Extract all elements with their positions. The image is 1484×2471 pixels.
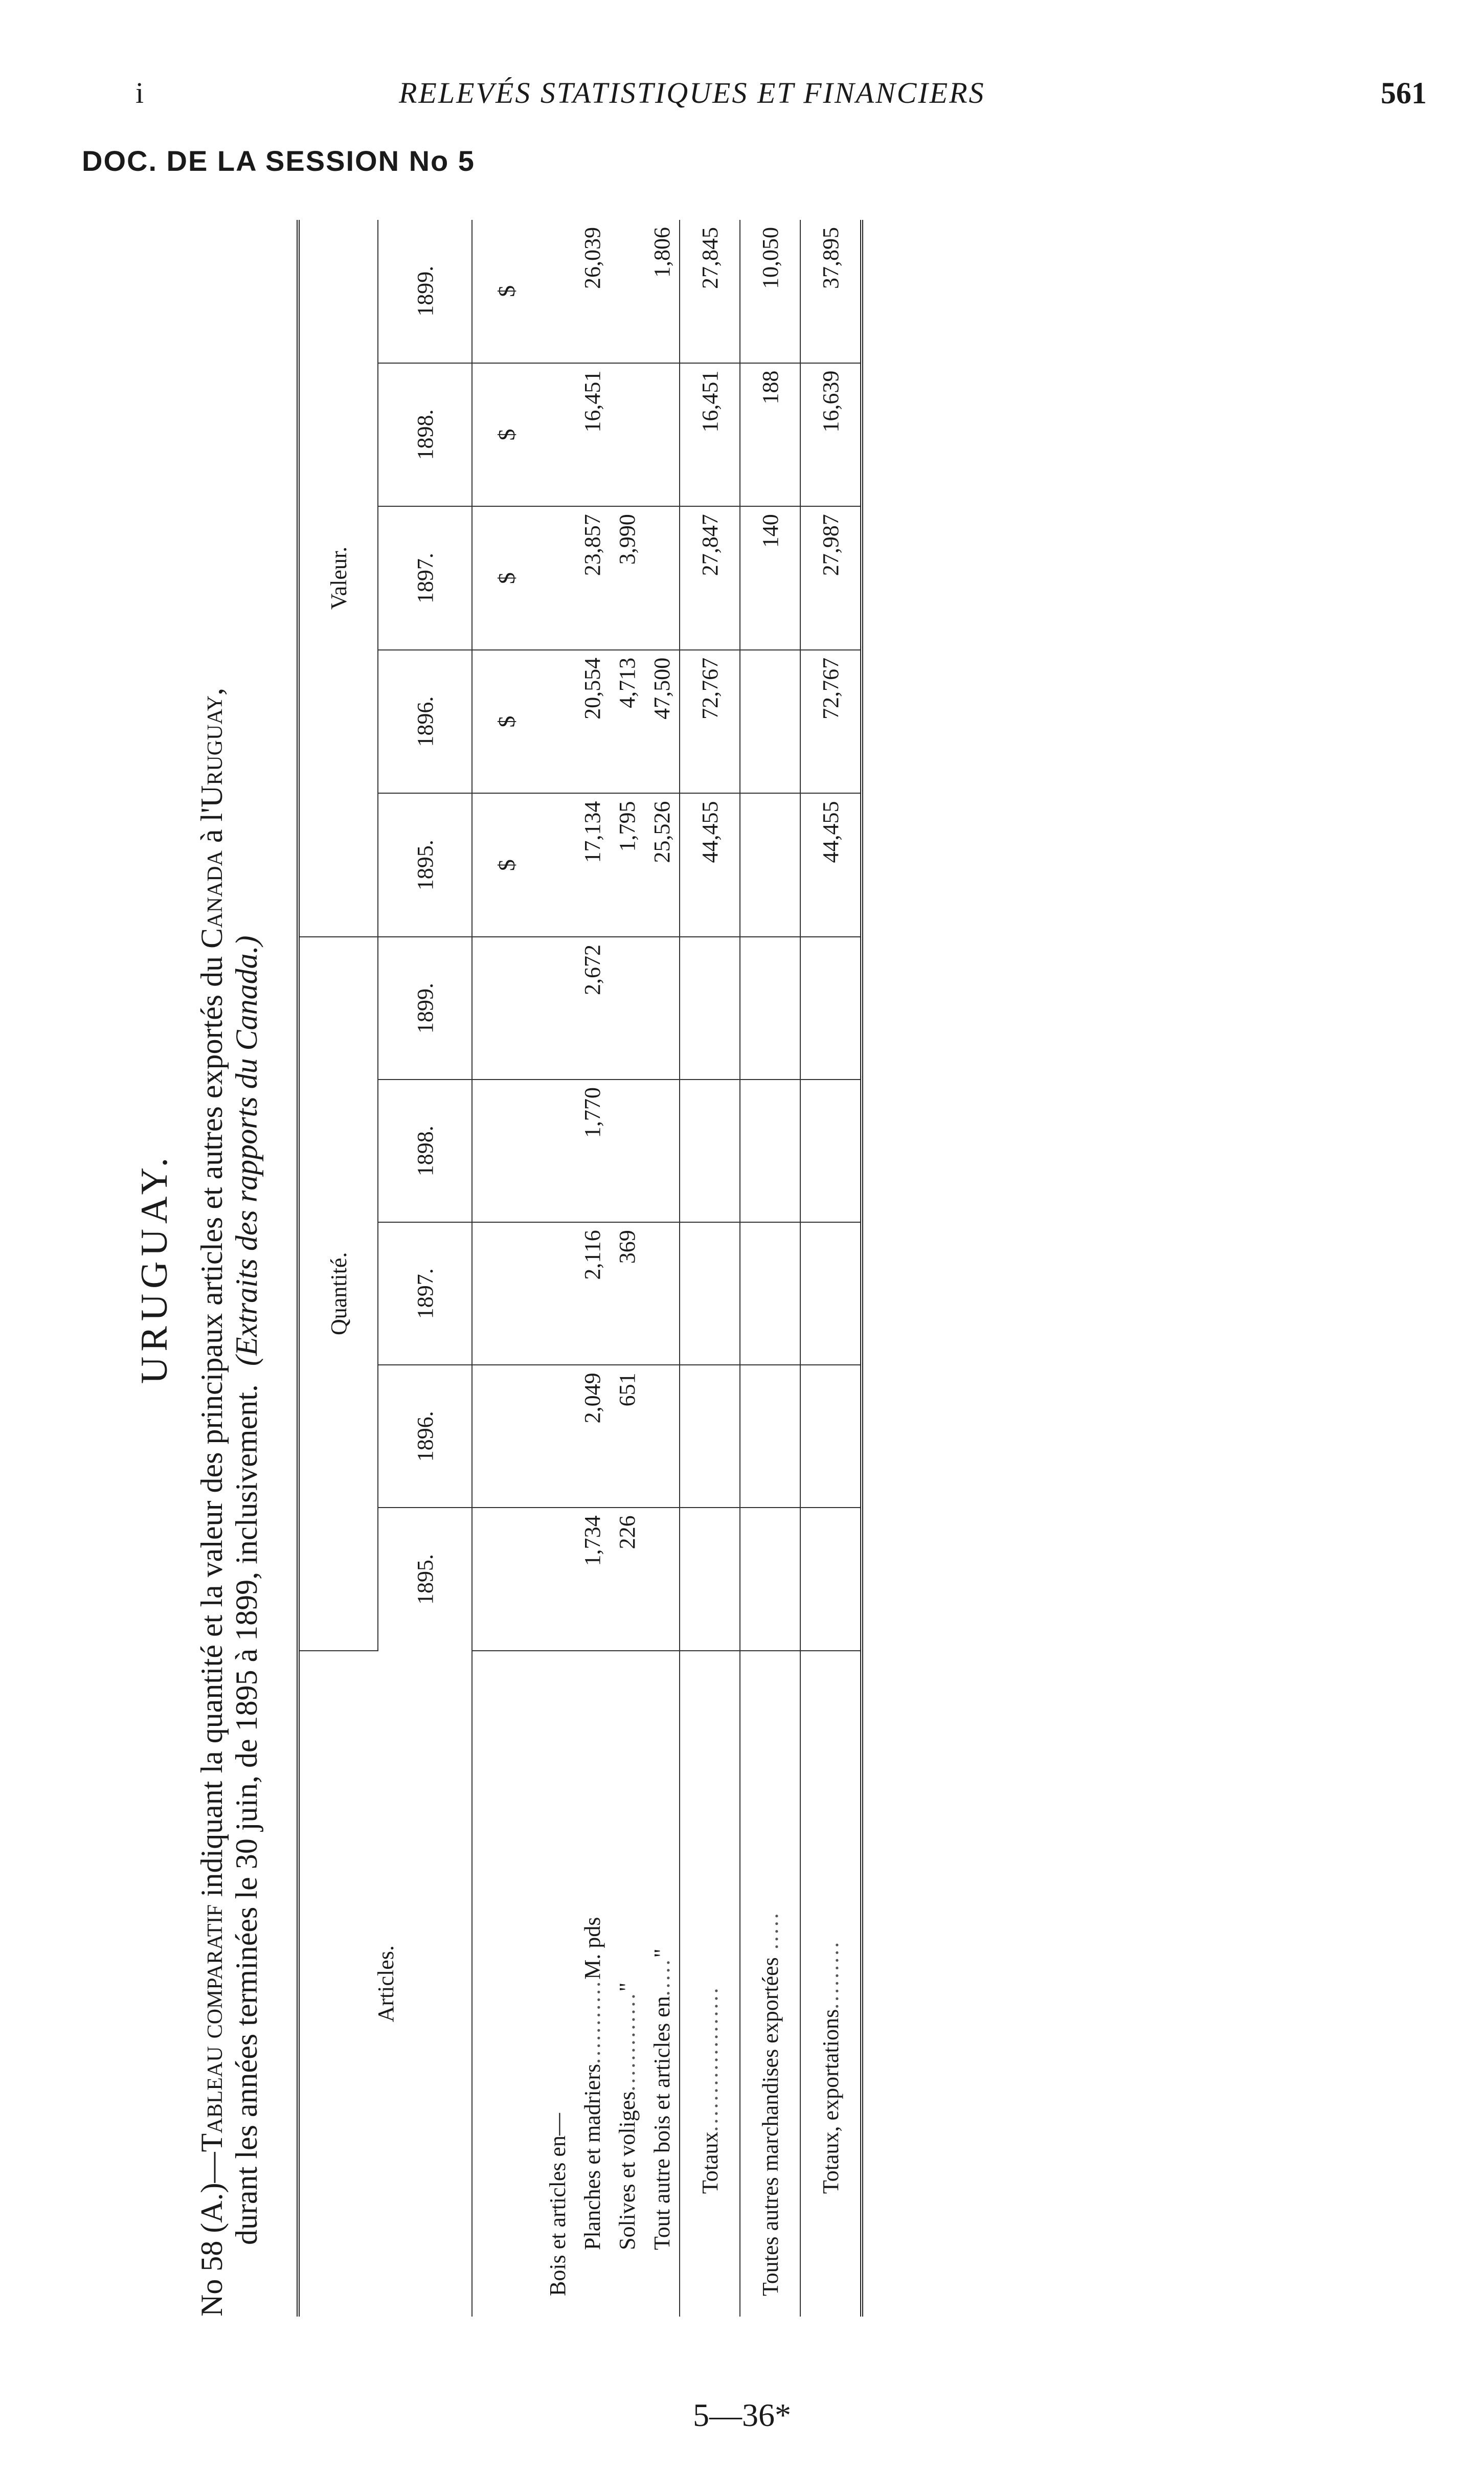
val-cell: 26,039 [575, 220, 610, 363]
val-cell: 140 [740, 506, 800, 650]
val-cell: 72,767 [800, 650, 862, 794]
dollar-sign-row [472, 220, 540, 2317]
row-label: Solives et voliges............." [614, 1982, 640, 2250]
val-cell: 17,134 [575, 793, 610, 937]
val-cell: 25,526 [644, 793, 680, 937]
dollar-sign: $ [472, 220, 540, 363]
caption-canada: Canada [195, 850, 229, 949]
val-cell: 16,451 [680, 363, 740, 507]
dollar-sign: $ [472, 506, 540, 650]
val-cell: 27,847 [680, 506, 740, 650]
dollar-sign: $ [472, 650, 540, 794]
rotated-table-block [133, 220, 1360, 2317]
exports-total-row [800, 220, 862, 2317]
dollar-sign: $ [472, 363, 540, 507]
qty-year-header: 1896. [378, 1365, 472, 1508]
caption-to: à l' [195, 807, 229, 851]
val-cell: 47,500 [644, 650, 680, 794]
val-cell: 44,455 [680, 793, 740, 937]
val-year-header: 1898. [378, 363, 472, 507]
val-cell: 10,050 [740, 220, 800, 363]
caption-uruguay: Uruguay [195, 695, 229, 808]
val-cell: 72,767 [680, 650, 740, 794]
val-cell: 16,451 [575, 363, 610, 507]
qty-cell: 369 [610, 1222, 644, 1365]
country-title: URUGUAY. [133, 1152, 175, 1384]
caption-source: (Extraits des rapports du Canada.) [230, 935, 263, 1366]
row-label: Planches et madriers...........M. pds [579, 1917, 605, 2250]
qty-year-header: 1897. [378, 1222, 472, 1365]
footer-signature: 5—36* [693, 2397, 791, 2433]
caption-tableau: Tableau comparatif [195, 1904, 229, 2152]
val-cell: 188 [740, 363, 800, 507]
qty-cell: 651 [610, 1365, 644, 1508]
qty-cell: 2,049 [575, 1365, 610, 1508]
qty-cell [644, 1365, 680, 1508]
qty-cell [644, 937, 680, 1080]
qty-cell: 2,116 [575, 1222, 610, 1365]
qty-cell [644, 1222, 680, 1365]
val-cell [644, 363, 680, 507]
other-goods-label: Toutes autres marchandises exportées ..... [740, 1651, 800, 2317]
table-row [575, 220, 610, 2317]
val-year-header: 1899. [378, 220, 472, 363]
value-header: Valeur. [298, 220, 378, 937]
qty-cell [610, 1080, 644, 1222]
table-row [644, 220, 680, 2317]
group-label: Bois et articles en— [545, 2113, 570, 2296]
exports-total-label: Totaux, exportations......... [800, 1651, 862, 2317]
val-cell: 27,845 [680, 220, 740, 363]
val-cell: 44,455 [800, 793, 862, 937]
header-left-mark: i [136, 76, 144, 109]
totals-label: Totaux................... [680, 1651, 740, 2317]
caption-prefix: No 58 (A.)— [195, 2152, 229, 2317]
articles-header: Articles. [298, 1651, 472, 2317]
qty-year-header: 1898. [378, 1080, 472, 1222]
qty-year-header: 1895. [378, 1508, 472, 1650]
val-cell [644, 506, 680, 650]
val-cell: 20,554 [575, 650, 610, 794]
group-label-row [540, 220, 575, 2317]
val-cell: 1,795 [610, 793, 644, 937]
qty-cell: 226 [610, 1508, 644, 1650]
qty-cell [644, 1080, 680, 1222]
val-year-header: 1896. [378, 650, 472, 794]
totals-row [680, 220, 740, 2317]
qty-cell [610, 937, 644, 1080]
doc-session-label: DOC. DE LA SESSION No 5 [82, 145, 475, 177]
val-cell: 3,990 [610, 506, 644, 650]
other-goods-row [740, 220, 800, 2317]
table-row [610, 220, 644, 2317]
val-cell: 4,713 [610, 650, 644, 794]
val-cell [740, 793, 800, 937]
qty-cell: 1,770 [575, 1080, 610, 1222]
comparative-table [297, 220, 863, 2317]
val-cell: 23,857 [575, 506, 610, 650]
qty-cell: 1,734 [575, 1508, 610, 1650]
row-label: Tout autre bois et articles en....." [649, 1948, 674, 2250]
qty-year-header: 1899. [378, 937, 472, 1080]
val-year-header: 1895. [378, 793, 472, 937]
running-title: RELEVÉS STATISTIQUES ET FINANCIERS [399, 76, 985, 109]
val-cell: 1,806 [644, 220, 680, 363]
qty-cell: 2,672 [575, 937, 610, 1080]
val-cell [740, 650, 800, 794]
val-cell [610, 220, 644, 363]
val-year-header: 1897. [378, 506, 472, 650]
val-cell: 16,639 [800, 363, 862, 507]
val-cell [610, 363, 644, 507]
val-cell: 37,895 [800, 220, 862, 363]
caption-line2: durant les années terminées le 30 juin, de 1895 à 1899, inclusivement. [230, 1384, 263, 2245]
caption-line1: indiquant la quantité et la valeur des principaux articles et autres exportés du [195, 948, 229, 1905]
quantity-header: Quantité. [298, 937, 378, 1650]
table-caption: No 58 (A.)—Tableau comparatif indiquant la quantité et la valeur des principaux articles et autres exportés du Canada à l'Uruguay, durant les années terminées le 30 juin, de 1895 à 1899, inclusivement.(Extraits des rapports du Canada.) [195, 687, 263, 2317]
qty-cell [644, 1508, 680, 1650]
dollar-sign: $ [472, 793, 540, 937]
val-cell: 27,987 [800, 506, 862, 650]
page-number: 561 [1381, 76, 1427, 110]
